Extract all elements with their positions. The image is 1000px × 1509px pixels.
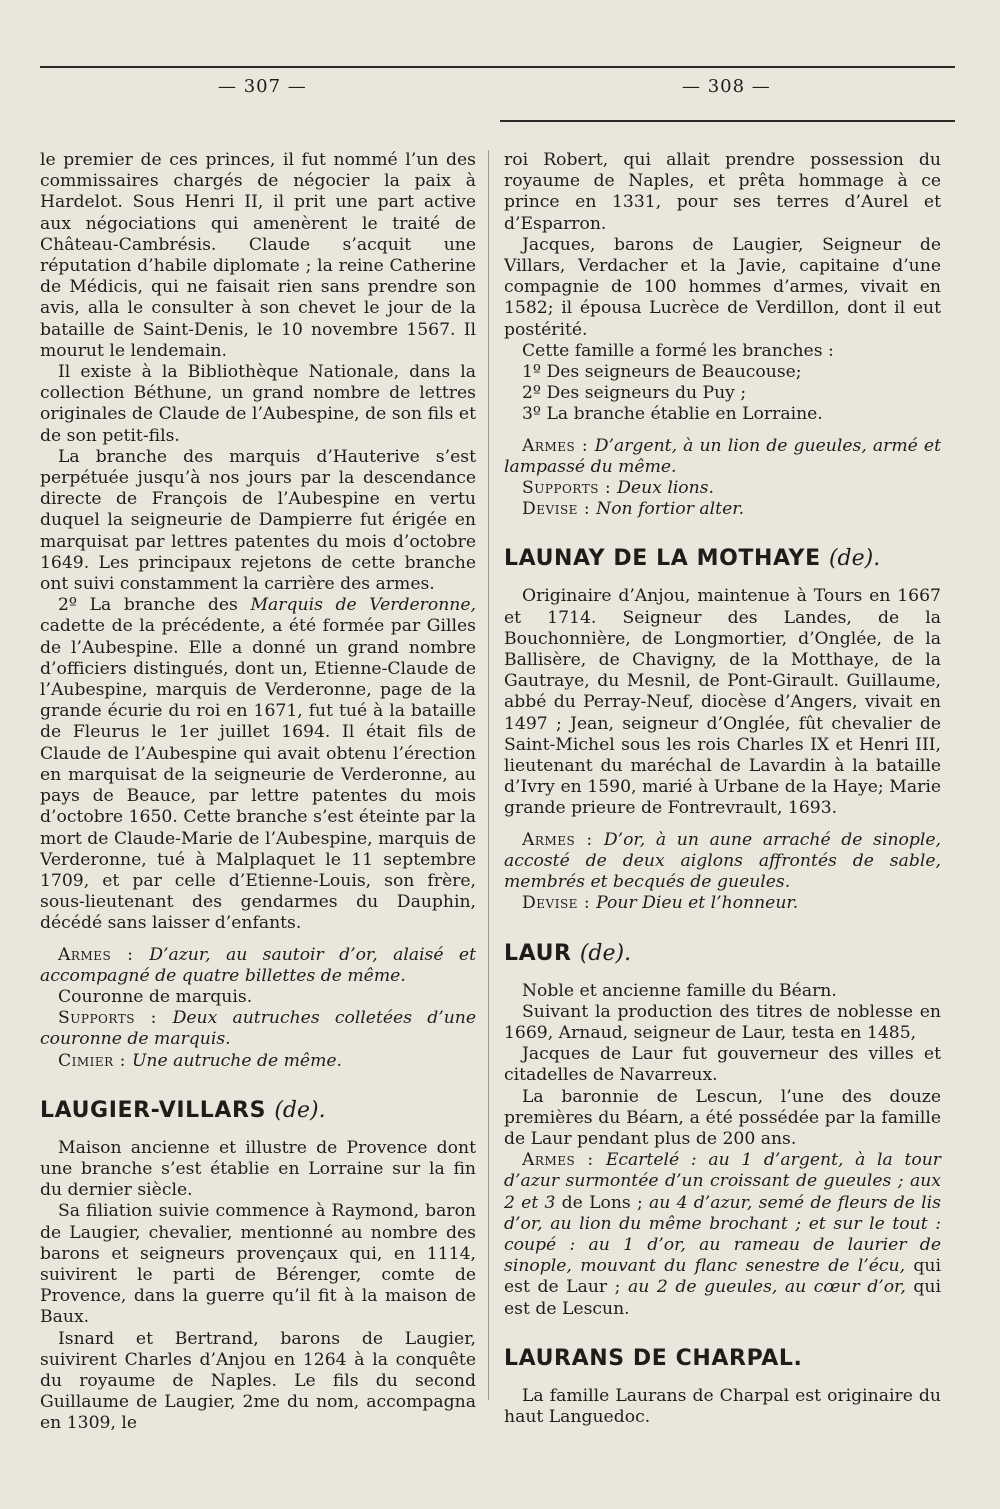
supports-label: Supports :: [522, 478, 618, 499]
armes-blazon: D’or, à un aune arraché de sinople, accosté de deux aiglons affrontés de sable, membrés et becqués de gueules.: [504, 829, 941, 893]
supports-line: [40, 1008, 476, 1050]
paragraph: le premier de ces princes, il fut nommé l’un des commissaires chargés de négocier la paix à Hardelot. Sous Henri II, il prit une part active aux négociations qui amenèrent le traité de Château-Cambrésis. Claude s’acquit une réputation d’habile diplomate ; la reine Catherine de Médicis, qui ne faisait rien sans prendre son avis, alla le consulter à son chevet le jour de la bataille de Saint-Denis, le 10 novembre 1567. Il mourut le lendemain.: [40, 150, 476, 361]
text-run: qui est de Laur ;: [504, 1256, 941, 1298]
paragraph: La baronnie de Lescun, l’une des douze premières du Béarn, a été possédée par la famille de Laur pendant plus de 200 ans.: [504, 1086, 941, 1149]
heading-name: LAUR: [504, 940, 572, 966]
paragraph: Jacques, barons de Laugier, Seigneur de Villars, Verdacher et la Javie, capitaine d’une compagnie de 100 hommes d’armes, vivait en 1582; il épousa Lucrèce de Verdillon, dont il eut postérité.: [504, 234, 941, 340]
text-run: cadette de la précédente, a été formée par Gilles de l’Aubespine. Elle a donné un grand nombre d’officiers distingués, dont un, Etienne-Claude de l’Aubespine, marquis de Verderonne, page de la grande écurie du roi en 1671, fut tué à la bataille de Fleurus le 1er juillet 1694. Il était fils de Claude de l’Aubespine qui avait obtenu l’érection en marquisat de la seigneurie de Verderonne, au pays de Beauce, par lettre patentes du mois d’octobre 1650. Cette branche s’est éteinte par la mort de Claude-Marie de l’Aubespine, marquis de Verderonne, tué à Malplaquet le 11 septembre 1709, et par celle d’Etienne-Louis, son frère, sous-lieutenant des gendarmes du Dauphin, décédé sans laisser d’enfants.: [40, 616, 476, 934]
heading-laugier-villars: [40, 1098, 476, 1124]
devise-text: Non fortior alter.: [596, 499, 745, 520]
supports-text: Deux lions.: [617, 478, 715, 499]
devise-line: [504, 499, 941, 520]
supports-text: Deux autruches colletées d’une couronne de marquis.: [40, 1008, 477, 1050]
armes-blazon: au 4 d’azur, semé de fleurs de lis d’or, au lion du même brochant ; et sur le tout : coupé : au 1 d’or, au rameau de laurier de sinople, mouvant du flanc senestre de l’écu,: [504, 1192, 941, 1277]
paragraph: [40, 595, 476, 934]
text-run: qui est de Lescun.: [504, 1277, 941, 1319]
armes-label: Armes :: [522, 829, 604, 850]
heading-particle: (de).: [579, 940, 632, 966]
armes-line: [504, 830, 941, 894]
paragraph: Cette famille a formé les branches :: [522, 340, 834, 361]
armes-label: Armes :: [522, 1150, 606, 1171]
heading-laurans-de-charpal: [504, 1346, 941, 1372]
armes-label: Armes :: [58, 944, 150, 965]
armes-blazon: au 2 de gueules, au cœur d’or,: [628, 1277, 906, 1298]
branch-item: 2º Des seigneurs du Puy ;: [522, 383, 747, 404]
armes-line: [40, 945, 476, 987]
paragraph: roi Robert, qui allait prendre possession du royaume de Naples, et prêta hommage à ce prince en 1331, pour ses terres d’Aurel et d’Esparron.: [504, 150, 941, 234]
text-run: 2º La branche des: [58, 595, 251, 616]
paragraph: La famille Laurans de Charpal est originaire du haut Languedoc.: [504, 1385, 941, 1427]
devise-line: [504, 893, 941, 914]
heading-laur: [504, 941, 941, 967]
cimier-text: Une autruche de même.: [131, 1050, 343, 1071]
branch-item: 3º La branche établie en Lorraine.: [522, 404, 823, 425]
devise-label: Devise :: [522, 499, 597, 520]
paragraph: Isnard et Bertrand, barons de Laugier, suivirent Charles d’Anjou en 1264 à la conquête du royaume de Naples. Le fils du second Guillaume de Laugier, 2me du nom, accompagna en 1309, le: [40, 1328, 476, 1434]
heading-particle: (de).: [274, 1097, 326, 1123]
text-run: de Lons ;: [555, 1192, 650, 1213]
paragraph: Noble et ancienne famille du Béarn.: [522, 980, 837, 1001]
supports-label: Supports :: [58, 1008, 173, 1029]
paragraph: Suivant la production des titres de noblesse en 1669, Arnaud, seigneur de Laur, testa en 1485,: [504, 1001, 941, 1043]
column-divider: [488, 150, 489, 1400]
spacer: [504, 426, 941, 436]
devise-text: Pour Dieu et l’honneur.: [596, 893, 799, 914]
right-header-rule: [500, 120, 955, 122]
armes-line: [504, 1150, 941, 1320]
paragraph: La branche des marquis d’Hauterive s’est perpétuée jusqu’à nos jours par la descendance directe de François de l’Aubespine en vertu duquel la seigneurie de Dampierre fut érigée en marquisat par lettres patentes du mois d’octobre 1649. Les principaux rejetons de cette branche ont suivi constamment la carrière des armes.: [40, 446, 476, 595]
couronne-line: Couronne de marquis.: [58, 986, 253, 1007]
armes-blazon: D’azur, au sautoir d’or, alaisé et accompagné de quatre billettes de même.: [40, 944, 476, 986]
spacer: [504, 820, 941, 830]
branch-item: 1º Des seigneurs de Beaucouse;: [522, 362, 802, 383]
cimier-label: Cimier :: [58, 1050, 132, 1071]
armes-blazon: D’argent, à un lion de gueules, armé et lampassé du même.: [504, 435, 942, 477]
armes-blazon: Ecartelé : au 1 d’argent, à la tour d’azur surmontée d’un croissant de gueules ; aux 2 et 3: [504, 1150, 941, 1213]
cimier-line: [40, 1051, 476, 1072]
heading-name: LAUNAY DE LA MOTHAYE: [504, 546, 821, 572]
paragraph: Maison ancienne et illustre de Provence dont une branche s’est établie en Lorraine sur la fin du dernier siècle.: [40, 1137, 476, 1201]
supports-line: [504, 478, 941, 499]
heading-launay-de-la-mothaye: [504, 546, 941, 572]
paragraph: Originaire d’Anjou, maintenue à Tours en 1667 et 1714. Seigneur des Landes, de la Bouchonnière, de Longmortier, d’Onglée, de la Ballisère, de Chavigny, de la Motthaye, de la Gautraye, du Mesnil, de Pont-Girault. Guillaume, abbé du Perray-Neuf, diocèse d’Angers, vivait en 1497 ; Jean, seigneur d’Onglée, fût chevalier de Saint-Michel sous les rois Charles IX et Henri III, lieutenant du maréchal de Lavardin à la bataille d’Ivry en 1590, marié à Urbane de la Haye; Marie grande prieure de Fontrevrault, 1693.: [504, 586, 941, 819]
right-column: [504, 150, 941, 1428]
paragraph: Il existe à la Bibliothèque Nationale, dans la collection Béthune, un grand nombre de lettres originales de Claude de l’Aubespine, de son fils et de son petit-fils.: [40, 362, 476, 446]
paragraph: Sa filiation suivie commence à Raymond, baron de Laugier, chevalier, mentionné au nombre des barons et seigneurs provençaux qui, en 1114, suivirent le parti de Bérenger, comte de Provence, dans la guerre qu’il fit à la maison de Baux.: [40, 1201, 476, 1328]
top-rule: [40, 66, 955, 68]
italic-run: Marquis de Verderonne,: [250, 595, 476, 616]
page-number-right: — 308 —: [682, 76, 771, 97]
armes-label: Armes :: [522, 435, 595, 456]
left-column: [40, 150, 476, 1435]
heading-particle: (de).: [828, 546, 881, 572]
page-number-left: — 307 —: [218, 76, 307, 97]
devise-label: Devise :: [522, 893, 597, 914]
heading-name: LAUGIER-VILLARS: [40, 1097, 267, 1123]
spacer: [40, 935, 476, 945]
paragraph: Jacques de Laur fut gouverneur des villes et citadelles de Navarreux.: [504, 1044, 941, 1086]
heading-name: LAURANS DE CHARPAL.: [504, 1345, 803, 1371]
armes-line: [504, 436, 941, 478]
